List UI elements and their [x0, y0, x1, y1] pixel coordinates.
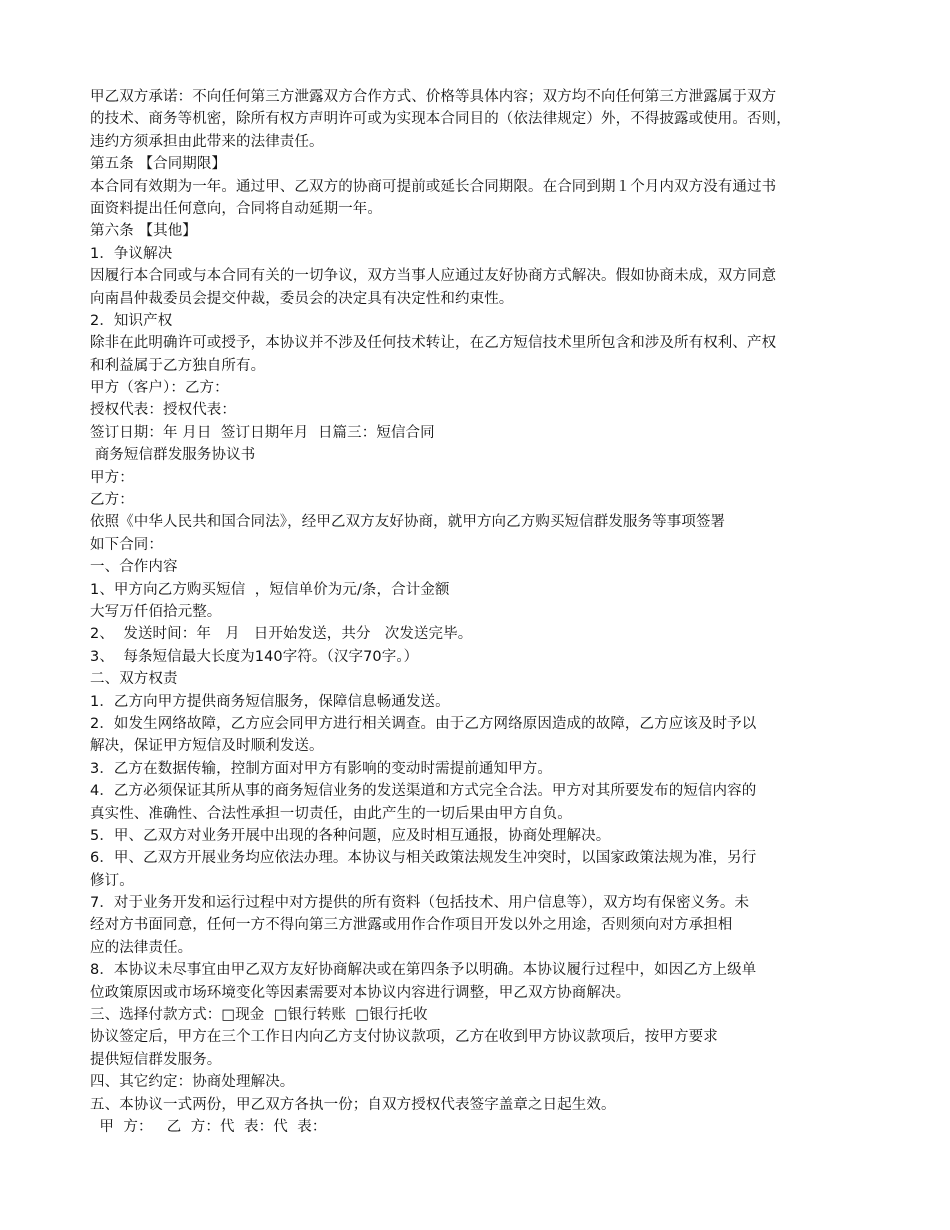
- signature-line: 甲方（客户）：乙方：: [90, 380, 229, 397]
- text-line: 3．乙方在数据传输，控制方面对甲方有影响的变动时需提前通知甲方。: [90, 760, 552, 777]
- text-line: 位政策原因或市场环境变化等因素需要对本协议内容进行调整，甲乙双方协商解决。: [90, 984, 631, 1001]
- text-line: 2．如发生网络故障，乙方应会同甲方进行相关调查。由于乙方网络原因造成的故障，乙方应该及时予以: [90, 715, 757, 732]
- text-line: 6．甲、乙双方开展业务均应依法办理。本协议与相关政策法规发生冲突时，以国家政策法规为准，另行: [90, 850, 757, 867]
- text-line: 8．本协议未尽事宜由甲乙双方友好协商解决或在第四条予以明确。本协议履行过程中，如因乙方上级单: [90, 962, 757, 979]
- document-body: [90, 86, 880, 1138]
- text-line: 本合同有效期为一年。通过甲、乙双方的协商可提前或延长合同期限。在合同到期１个月内双方没有通过书: [90, 178, 777, 195]
- text-line: 解决，保证甲方短信及时顺利发送。: [90, 738, 324, 755]
- text-line: 提供短信群发服务。: [90, 1051, 222, 1068]
- text-line: 向南昌仲裁委员会提交仲裁，委员会的决定具有决定性和约束性。: [90, 290, 514, 307]
- text-line: 真实性、准确性、合法性承担一切责任，由此产生的一切后果由甲方自负。: [90, 805, 572, 822]
- party-line: 甲方：: [90, 469, 134, 486]
- text-line: 依照《中华人民共和国合同法》，经甲乙双方友好协商，就甲方向乙方购买短信群发服务等事项签署: [90, 514, 726, 531]
- text-line: 的技术、商务等机密，除所有权方声明许可或为实现本合同目的（依法律规定）外，不得披露或使用。否则，: [90, 111, 791, 128]
- section-heading: 第六条 【其他】: [90, 223, 197, 240]
- subsection-heading: 1．争议解决: [90, 245, 173, 262]
- party-line: 乙方：: [90, 492, 134, 509]
- text-line: 2、 发送时间：年 月 日开始发送，共分 次发送完毕。: [90, 626, 473, 643]
- text-line: 4．乙方必须保证其所从事的商务短信业务的发送渠道和方式完全合法。甲方对其所要发布的短信内容的: [90, 783, 757, 800]
- section-heading: 一、合作内容: [90, 559, 178, 576]
- text-line: 和利益属于乙方独自所有。: [90, 357, 266, 374]
- text-line: 如下合同：: [90, 536, 163, 553]
- text-line: 修订。: [90, 872, 134, 889]
- text-line: 甲乙双方承诺：不向任何第三方泄露双方合作方式、价格等具体内容；双方均不向任何第三方泄露属于双方: [90, 89, 777, 105]
- text-line: 大写万仟佰拾元整。: [90, 603, 222, 620]
- text-line: 除非在此明确许可或授予，本协议并不涉及任何技术转让，在乙方短信技术里所包含和涉及所有权利、产权: [90, 335, 777, 352]
- text-line: 5．甲、乙双方对业务开展中出现的各种问题，应及时相互通报，协商处理解决。: [90, 827, 611, 844]
- text-line: 1．乙方向甲方提供商务短信服务，保障信息畅通发送。: [90, 693, 450, 710]
- signature-line: 授权代表：授权代表：: [90, 402, 236, 419]
- text-line: 应的法律责任。: [90, 939, 193, 956]
- text-line: 因履行本合同或与本合同有关的一切争议，双方当事人应通过友好协商方式解决。假如协商未成，双方同意: [90, 268, 777, 285]
- text-line: 面资料提出任何意向，合同将自动延期一年。: [90, 200, 382, 217]
- text-line: 7．对于业务开发和运行过程中对方提供的所有资料（包括技术、用户信息等），双方均有保密义务。未: [90, 895, 750, 912]
- subsection-heading: 2．知识产权: [90, 312, 173, 329]
- text-line: 四、其它约定：协商处理解决。: [90, 1074, 295, 1091]
- text-line: 3、 每条短信最大长度为140字符。（汉字70字。）: [90, 648, 419, 665]
- section-heading: 第五条 【合同期限】: [90, 156, 227, 173]
- signature-line: 签订日期：年 月日 签订日期年月 日篇三：短信合同: [90, 424, 435, 441]
- text-line: 1、甲方向乙方购买短信 ，短信单价为元/条，合计金额: [90, 581, 450, 598]
- payment-method-line: 三、选择付款方式：□现金 □银行转账 □银行托收: [90, 1007, 428, 1024]
- text-line: 协议签定后，甲方在三个工作日内向乙方支付协议款项，乙方在收到甲方协议款项后，按甲方要求: [90, 1029, 718, 1046]
- document-title: 商务短信群发服务协议书: [90, 447, 256, 464]
- section-heading: 二、双方权责: [90, 671, 178, 688]
- text-line: 违约方须承担由此带来的法律责任。: [90, 133, 324, 150]
- signature-line: 甲 方： 乙 方：代 表：代 表：: [90, 1118, 327, 1135]
- text-line: 五、本协议一式两份，甲乙双方各执一份；自双方授权代表签字盖章之日起生效。: [90, 1096, 616, 1113]
- text-line: 经对方书面同意，任何一方不得向第三方泄露或用作合作项目开发以外之用途，否则须向对方承担相: [90, 917, 733, 934]
